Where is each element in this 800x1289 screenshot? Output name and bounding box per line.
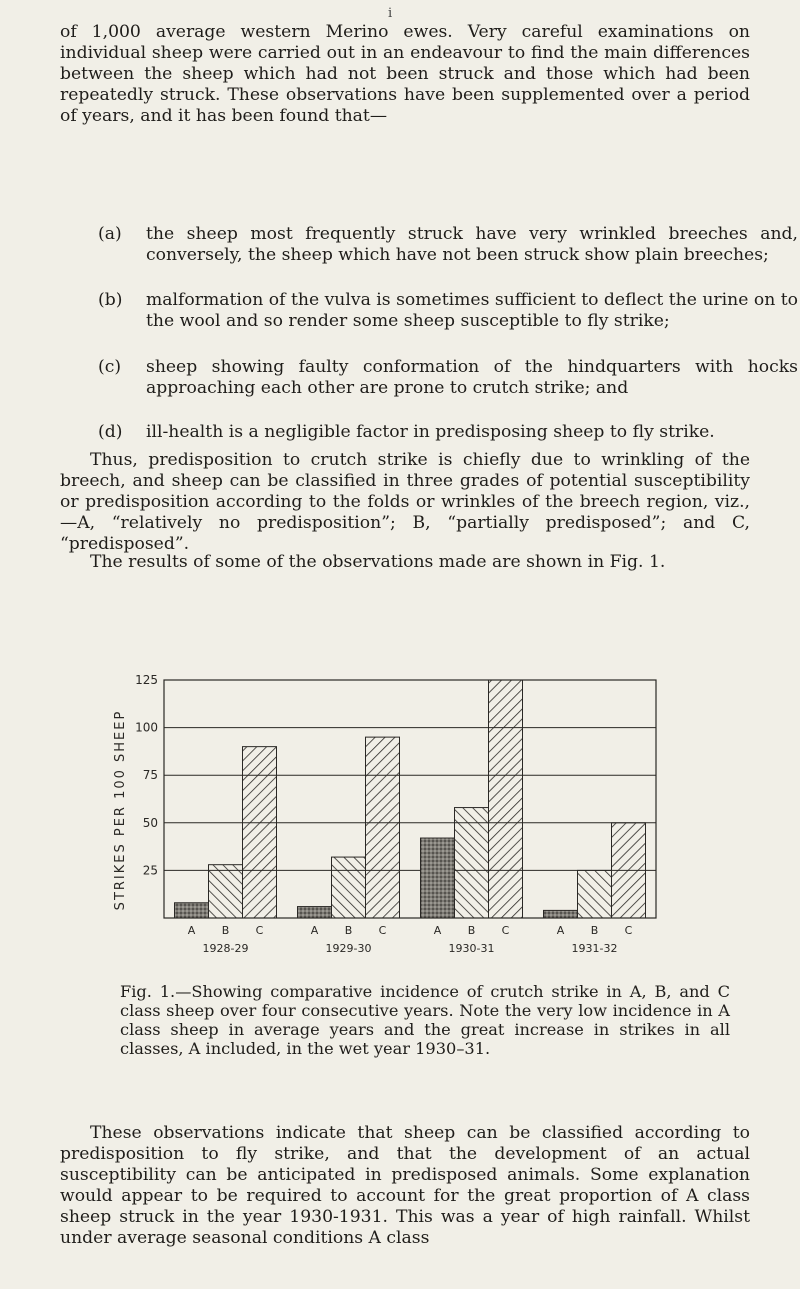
bar-A-1931-32 bbox=[544, 910, 578, 918]
list-item-text: sheep showing faulty conformation of the hindquarters with hocks approaching each other are prone to crutch strike; and bbox=[146, 357, 798, 398]
bar-A-1930-31 bbox=[421, 838, 455, 918]
list-item bbox=[98, 357, 798, 399]
figure-caption: Fig. 1.—Showing comparative incidence of crutch strike in A, B, and C class sheep over four consecutive years. Note the very low incidence in A class sheep in average years and the great increase in strikes in all classes, A included, in the wet year 1930–31. bbox=[120, 982, 730, 1058]
y-tick-label: 75 bbox=[142, 768, 158, 783]
bar-A-1928-29 bbox=[175, 903, 209, 918]
figure-1 bbox=[96, 600, 696, 980]
bar-B-1928-29 bbox=[209, 865, 243, 918]
y-axis-label: STRIKES PER 100 SHEEP bbox=[113, 709, 128, 911]
list-item-label: (d) bbox=[98, 422, 123, 442]
year-label: 1928-29 bbox=[202, 942, 249, 955]
class-label: A bbox=[187, 924, 196, 937]
class-label: C bbox=[501, 924, 510, 937]
class-label: A bbox=[310, 924, 319, 937]
class-label: C bbox=[624, 924, 633, 937]
class-label: B bbox=[344, 924, 353, 937]
class-label: A bbox=[433, 924, 442, 937]
list-item-label: (a) bbox=[98, 224, 122, 244]
class-label: B bbox=[590, 924, 599, 937]
list-item-label: (c) bbox=[98, 357, 122, 377]
year-label: 1929-30 bbox=[325, 942, 372, 955]
chart-bars bbox=[175, 680, 646, 918]
class-label: C bbox=[378, 924, 387, 937]
y-tick-label: 50 bbox=[142, 815, 158, 830]
bar-C-1930-31 bbox=[489, 680, 523, 918]
list-item bbox=[98, 224, 798, 266]
list-item-text: ill-health is a negligible factor in predisposing sheep to fly strike. bbox=[146, 422, 715, 442]
page-mark: i bbox=[388, 6, 393, 21]
bar-B-1931-32 bbox=[578, 870, 612, 918]
bar-C-1928-29 bbox=[243, 747, 277, 918]
class-label: A bbox=[556, 924, 565, 937]
list-item bbox=[98, 290, 798, 332]
paragraph-intro: of 1,000 average western Merino ewes. Very careful examinations on individual sheep were carried out in an endeavour to find the main differences between the sheep which had not been struck and those which had been repeatedly struck. These observations have been supplemented over a period of years, and it has been found that— bbox=[60, 22, 750, 126]
class-label: B bbox=[467, 924, 476, 937]
paragraph-classification: Thus, predisposition to crutch strike is chiefly due to wrinkling of the breech, and sheep can be classified in three grades of potential susceptibility or predisposition according to the folds or wrinkles of the breech region, viz.,—A, “relatively no predisposition”; B, “partially predisposed”; and C, “predisposed”. bbox=[60, 450, 750, 554]
bar-B-1930-31 bbox=[455, 808, 489, 918]
y-tick-label: 125 bbox=[135, 673, 158, 687]
class-label: B bbox=[221, 924, 230, 937]
list-item-label: (b) bbox=[98, 290, 123, 310]
bar-C-1929-30 bbox=[366, 737, 400, 918]
bar-B-1929-30 bbox=[332, 857, 366, 918]
year-label: 1930-31 bbox=[448, 942, 495, 955]
y-tick-label: 100 bbox=[135, 720, 158, 735]
list-item bbox=[98, 422, 798, 443]
paragraph-discussion: These observations indicate that sheep can be classified according to predisposition to fly strike, and that the development of an actual susceptibility can be anticipated in predisposed animals. Some explanation would appear to be required to account for the great proportion of A class sheep struck in the year 1930-1931. This was a year of high rainfall. Whilst under average seasonal conditions A class bbox=[60, 1123, 750, 1248]
paragraph-results-intro: The results of some of the observations made are shown in Fig. 1. bbox=[90, 552, 666, 572]
strike-chart bbox=[96, 600, 696, 980]
y-tick-label: 25 bbox=[142, 863, 158, 878]
year-label: 1931-32 bbox=[571, 942, 618, 955]
bar-C-1931-32 bbox=[612, 823, 646, 918]
bar-A-1929-30 bbox=[298, 907, 332, 918]
list-item-text: the sheep most frequently struck have very wrinkled breeches and, conversely, the sheep which have not been struck show plain breeches; bbox=[146, 224, 798, 265]
list-item-text: malformation of the vulva is sometimes sufficient to deflect the urine on to the wool and so render some sheep susceptible to fly strike; bbox=[146, 290, 798, 331]
class-label: C bbox=[255, 924, 264, 937]
